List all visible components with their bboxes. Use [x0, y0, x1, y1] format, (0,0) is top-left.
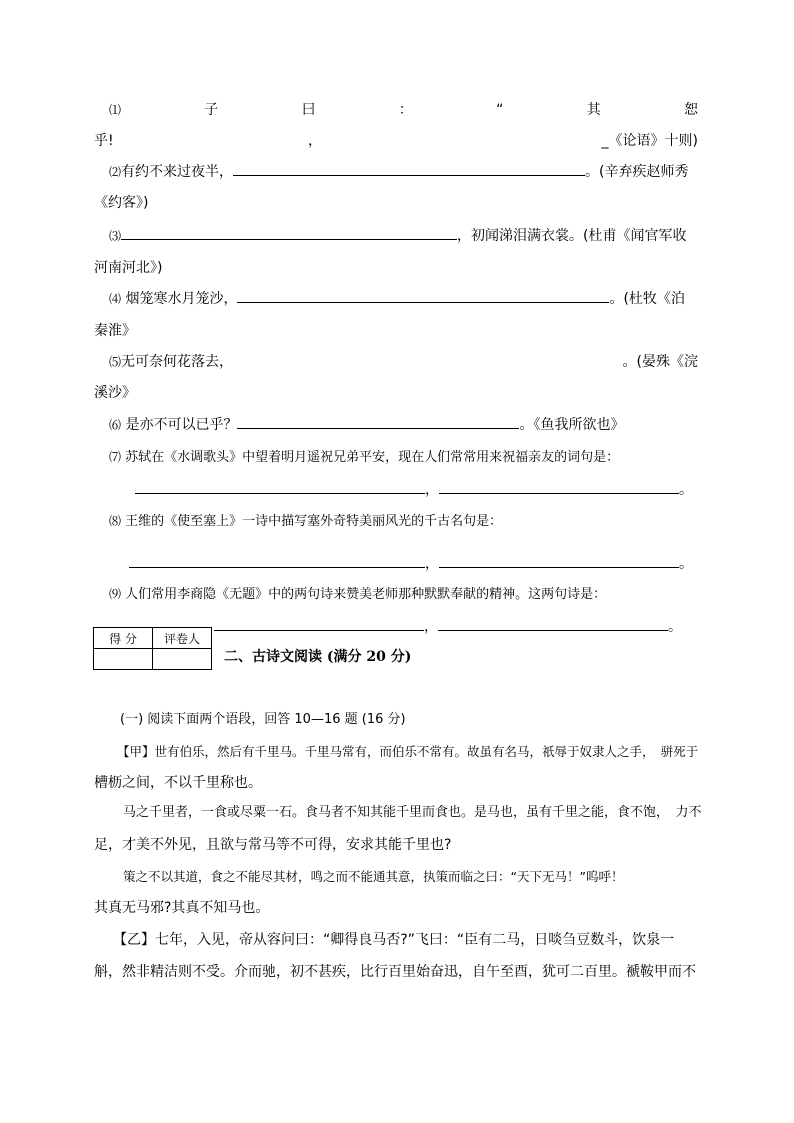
q4-blank[interactable] [237, 287, 609, 303]
q6-blank[interactable] [237, 413, 519, 429]
q2-pre: 有约不来过夜半， [121, 164, 234, 180]
q4-line1 [109, 287, 698, 311]
q1-source: _《论语》十则) [601, 133, 698, 149]
jia-p3-line1: 策之不以其道，食之不能尽其材，鸣之而不能通其意，执策而临之曰：“天下无马！”呜呼！ [123, 869, 624, 884]
score-header: 得 分 [94, 628, 153, 649]
q4-pre: 烟笼寒水月笼沙， [125, 291, 238, 307]
q5-pre: 无可奈何花落去， [121, 354, 234, 370]
q1-char-4: “ [496, 102, 504, 118]
q1-line1 [109, 98, 698, 122]
q9-number: ⑼ [109, 587, 122, 601]
jia-p1-line2: 槽枥之间，不以千里称也。 [94, 775, 262, 791]
q1-number: ⑴ [109, 103, 122, 117]
q4-line2: 秦淮》 [94, 323, 136, 339]
q7-end: 。 [679, 482, 693, 498]
q6-line [109, 413, 698, 437]
q3-blank[interactable] [121, 224, 457, 240]
q5-line2: 溪沙》 [94, 385, 136, 401]
grader-cell[interactable] [153, 649, 212, 670]
q5-line1 [109, 350, 698, 374]
q9-answer-line [214, 615, 682, 639]
q8-number: ⑻ [109, 514, 122, 528]
q3-number: ⑶ [109, 229, 122, 243]
q2-blank[interactable] [233, 160, 585, 176]
q2-number: ⑵ [109, 165, 122, 179]
q7-number: ⑺ [109, 450, 122, 464]
q7-blank-2[interactable] [439, 478, 679, 494]
q3-line2: 河南河北》) [94, 260, 163, 276]
q8-blank-2[interactable] [439, 552, 679, 568]
q6-pre: 是亦不可以已乎？ [125, 417, 238, 433]
yi-line1: 【乙】七年，入见，帝从容问曰：“卿得良马否?”飞曰：“臣有二马，日啖刍豆数斗，饮泉一 [113, 932, 675, 948]
q3-post: ，初闻涕泪满衣裳。(杜甫《闻官军收 [457, 228, 687, 244]
q8-text: 王维的《使至塞上》一诗中描写塞外奇特美丽风光的千古名句是： [125, 514, 503, 529]
q1-char-3: ： [398, 102, 413, 118]
q2-line2: 《约客》) [94, 195, 149, 211]
q7-line [109, 445, 698, 469]
grader-header: 评卷人 [153, 628, 212, 649]
q5-number: ⑸ [109, 355, 122, 369]
q9-line [109, 582, 698, 606]
q1-char-2: 曰 [301, 102, 316, 118]
yi-line2: 斛，然非精洁则不受。介而驰，初不甚疾，比行百里始奋迅，自午至酉，犹可二百里。褫鞍甲而不 [94, 964, 696, 980]
q8-blank-1[interactable] [129, 552, 425, 568]
q7-comma: ， [425, 482, 439, 498]
q1-line2 [94, 129, 698, 153]
q4-number: ⑷ [109, 292, 122, 306]
q3-line1 [109, 224, 698, 248]
jia-p2-line2: 足，才美不外见，且欲与常马等不可得，安求其能千里也? [94, 837, 452, 853]
jia-p1-line1: 【甲】世有伯乐，然后有千里马。千里马常有，而伯乐不常有。故虽有名马，祇辱于奴隶人之手， 骈死于 [117, 744, 699, 759]
q1-line2-start: 乎! [94, 133, 114, 149]
jia-p2-line1: 马之千里者，一食或尽粟一石。食马者不知其能千里而食也。是马也，虽有千里之能，食不饱， 力不 [123, 805, 702, 820]
q1-comma: ， [308, 133, 322, 149]
score-table [93, 627, 212, 670]
q1-char-6: 恕 [683, 102, 698, 118]
q8-comma: ， [425, 556, 439, 572]
q1-char-5: 其 [586, 102, 601, 118]
q6-post: 。《鱼我所欲也》 [519, 417, 625, 433]
q4-post: 。(杜牧《泊 [609, 291, 685, 307]
q7-blank-1[interactable] [135, 478, 425, 494]
q9-blank-2[interactable] [438, 615, 668, 631]
jia-p3-line2: 其真无马邪?其真不知马也。 [94, 900, 270, 916]
score-cell[interactable] [94, 649, 153, 670]
q6-number: ⑹ [109, 418, 122, 432]
q8-line [109, 509, 698, 533]
q8-answer-line [129, 552, 695, 576]
q9-blank-1[interactable] [214, 615, 424, 631]
q5-post: 。(晏殊《浣 [622, 354, 698, 370]
q8-end: 。 [679, 556, 693, 572]
q9-text: 人们常用李商隐《无题》中的两句诗来赞美老师那种默默奉献的精神。这两句诗是： [125, 587, 607, 602]
q9-comma: ， [424, 619, 438, 635]
q7-text: 苏轼在《水调歌头》中望着明月遥祝兄弟平安，现在人们常常用来祝福亲友的词句是： [125, 450, 620, 465]
q1-char-1: 子 [204, 102, 219, 118]
q7-answer-line [135, 478, 695, 502]
part-1-title: (一) 阅读下面两个语段，回答 10—16 题 (16 分) [120, 712, 406, 727]
section-2-title: 二、古诗文阅读 (满分 20 分) [224, 649, 412, 665]
q2-line1 [109, 160, 698, 184]
q9-end: 。 [668, 619, 682, 635]
q2-post: 。(辛弃疾赵师秀 [585, 164, 689, 180]
